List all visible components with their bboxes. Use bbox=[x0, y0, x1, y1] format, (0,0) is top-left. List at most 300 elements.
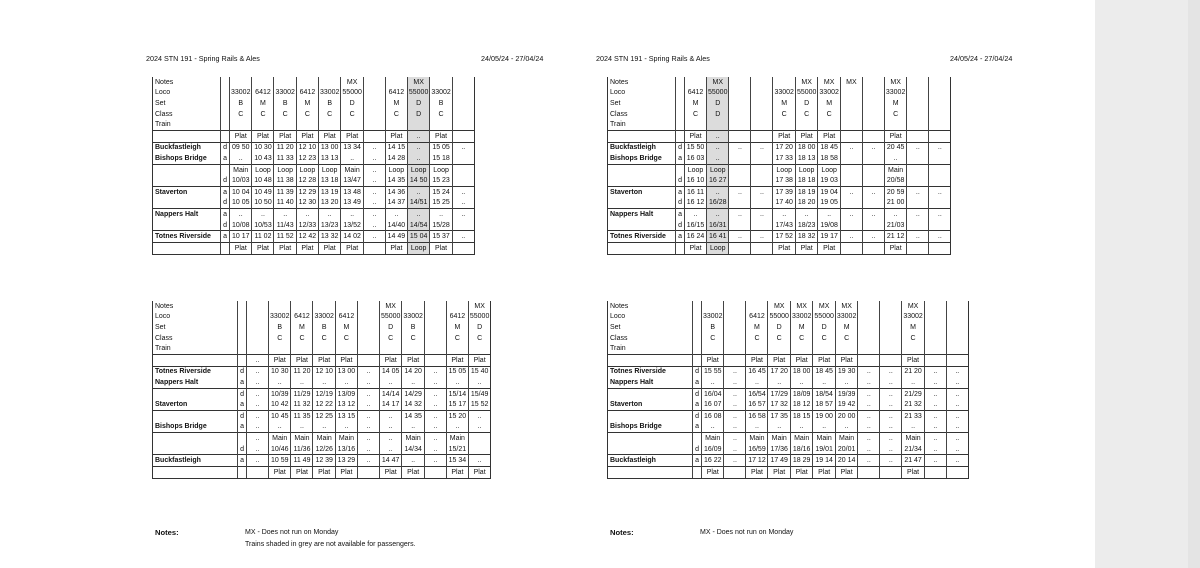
time-cell: 10/39 bbox=[269, 388, 291, 399]
time-cell bbox=[357, 333, 379, 344]
time-cell: .. bbox=[902, 377, 924, 388]
time-cell bbox=[724, 343, 746, 354]
time-cell: .. bbox=[924, 422, 946, 433]
time-cell bbox=[773, 77, 795, 88]
time-cell: 17/43 bbox=[773, 220, 795, 231]
time-cell: Plat bbox=[252, 130, 274, 142]
table-row bbox=[608, 455, 969, 467]
time-cell: Loop bbox=[430, 164, 452, 175]
time-cell: Plat bbox=[269, 466, 291, 478]
time-cell: 15 25 bbox=[430, 198, 452, 209]
time-cell: .. bbox=[729, 209, 751, 220]
time-cell: C bbox=[274, 109, 296, 120]
time-cell bbox=[452, 98, 474, 109]
time-cell bbox=[729, 220, 751, 231]
time-cell: Plat bbox=[296, 130, 318, 142]
time-cell: 17 39 bbox=[773, 186, 795, 197]
time-cell: M bbox=[291, 322, 313, 333]
time-cell: M bbox=[685, 98, 707, 109]
time-cell bbox=[724, 333, 746, 344]
time-cell bbox=[907, 153, 929, 164]
time-cell bbox=[929, 109, 951, 120]
time-cell: 33002 bbox=[275, 89, 295, 97]
time-cell: M bbox=[790, 322, 812, 333]
time-cell bbox=[924, 466, 946, 478]
time-cell: MX bbox=[813, 301, 835, 312]
time-cell bbox=[929, 164, 951, 175]
time-cell: 11/36 bbox=[291, 444, 313, 455]
time-cell bbox=[274, 77, 296, 88]
time-cell: 14 36 bbox=[385, 186, 407, 197]
time-cell: Plat bbox=[884, 130, 906, 142]
time-cell: Main bbox=[884, 164, 906, 175]
table-row bbox=[608, 343, 969, 354]
table-row bbox=[153, 153, 475, 164]
time-cell: 19 17 bbox=[818, 231, 840, 243]
time-cell bbox=[452, 220, 474, 231]
time-cell bbox=[929, 242, 951, 254]
time-cell bbox=[924, 354, 946, 366]
time-cell: 18 32 bbox=[795, 231, 817, 243]
table-row bbox=[153, 377, 491, 388]
time-cell bbox=[840, 242, 862, 254]
time-cell: .. bbox=[446, 422, 468, 433]
time-cell bbox=[751, 88, 773, 99]
time-cell: .. bbox=[751, 209, 773, 220]
time-cell: Main bbox=[402, 433, 424, 444]
arr-dep-marker bbox=[676, 242, 685, 254]
time-cell: D bbox=[379, 322, 401, 333]
time-cell bbox=[424, 301, 446, 312]
time-cell: 16 27 bbox=[707, 175, 729, 186]
table-row bbox=[153, 109, 475, 120]
time-cell: 15/49 bbox=[468, 388, 490, 399]
table-row bbox=[608, 186, 951, 197]
time-cell: Plat bbox=[468, 354, 490, 366]
time-cell bbox=[385, 77, 407, 88]
time-cell bbox=[247, 322, 269, 333]
time-cell bbox=[946, 333, 968, 344]
table-row bbox=[153, 333, 491, 344]
time-cell: .. bbox=[407, 209, 429, 220]
time-cell: Loop bbox=[407, 242, 429, 254]
time-cell: Plat bbox=[768, 466, 790, 478]
row-label: Class bbox=[608, 333, 693, 344]
time-cell: C bbox=[746, 333, 768, 344]
time-cell: Loop bbox=[318, 164, 340, 175]
table-row bbox=[153, 433, 491, 444]
time-cell bbox=[729, 242, 751, 254]
time-cell: 17/36 bbox=[768, 444, 790, 455]
time-cell: Loop bbox=[407, 164, 429, 175]
time-cell bbox=[424, 466, 446, 478]
time-cell: .. bbox=[247, 422, 269, 433]
time-cell: 10/46 bbox=[269, 444, 291, 455]
row-label: Buckfastleigh bbox=[608, 455, 693, 467]
time-cell: 33002 bbox=[791, 313, 812, 321]
arr-dep-marker bbox=[693, 322, 702, 333]
arr-dep-marker bbox=[238, 343, 247, 354]
time-cell: Plat bbox=[685, 130, 707, 142]
time-cell: 17 52 bbox=[773, 231, 795, 243]
time-cell: .. bbox=[862, 142, 884, 153]
time-cell: 33002 bbox=[314, 313, 334, 321]
time-cell: 13 19 bbox=[318, 186, 340, 197]
time-cell: 13 32 bbox=[318, 231, 340, 243]
table-row bbox=[153, 322, 491, 333]
time-cell: 12 10 bbox=[313, 366, 335, 377]
time-cell bbox=[929, 77, 951, 88]
time-cell bbox=[247, 312, 269, 323]
time-cell: 21 33 bbox=[902, 410, 924, 421]
time-cell bbox=[946, 312, 968, 323]
time-cell: .. bbox=[862, 231, 884, 243]
time-cell bbox=[751, 220, 773, 231]
row-label bbox=[608, 242, 676, 254]
time-cell: 17 32 bbox=[768, 399, 790, 410]
row-label: Staverton bbox=[153, 186, 221, 197]
time-cell: .. bbox=[424, 410, 446, 421]
time-cell: Plat bbox=[296, 242, 318, 254]
time-cell bbox=[357, 466, 379, 478]
row-label bbox=[608, 198, 676, 209]
row-label: Buckfastleigh bbox=[153, 455, 238, 467]
time-cell bbox=[790, 343, 812, 354]
time-cell: Plat bbox=[818, 242, 840, 254]
table-row bbox=[608, 433, 969, 444]
time-cell: .. bbox=[813, 422, 835, 433]
time-cell bbox=[363, 88, 385, 99]
time-cell: 13 49 bbox=[341, 198, 363, 209]
time-cell bbox=[880, 322, 902, 333]
time-cell: C bbox=[835, 333, 857, 344]
arr-dep-marker: a bbox=[238, 399, 247, 410]
time-cell bbox=[907, 77, 929, 88]
row-label: Train bbox=[608, 119, 676, 130]
time-cell: 15/21 bbox=[446, 444, 468, 455]
arr-dep-marker bbox=[238, 301, 247, 312]
time-cell: Plat bbox=[902, 466, 924, 478]
time-cell: C bbox=[296, 109, 318, 120]
time-cell: .. bbox=[880, 399, 902, 410]
time-cell: 18 45 bbox=[818, 142, 840, 153]
time-cell: .. bbox=[840, 186, 862, 197]
arr-dep-marker: a bbox=[238, 455, 247, 467]
time-cell: .. bbox=[773, 209, 795, 220]
time-cell: 21 00 bbox=[884, 198, 906, 209]
time-cell bbox=[751, 198, 773, 209]
time-cell: C bbox=[335, 333, 357, 344]
table-row bbox=[608, 198, 951, 209]
time-cell: MX bbox=[835, 301, 857, 312]
time-cell: Plat bbox=[835, 466, 857, 478]
time-cell: M bbox=[835, 322, 857, 333]
table-row bbox=[153, 98, 475, 109]
arr-dep-marker bbox=[676, 109, 685, 120]
time-cell bbox=[862, 198, 884, 209]
time-cell: .. bbox=[858, 444, 880, 455]
time-cell bbox=[729, 130, 751, 142]
arr-dep-marker: d bbox=[238, 388, 247, 399]
time-cell bbox=[452, 119, 474, 130]
time-cell: 10 30 bbox=[252, 142, 274, 153]
time-cell bbox=[729, 153, 751, 164]
arr-dep-marker: a bbox=[693, 377, 702, 388]
time-cell: 10 48 bbox=[252, 175, 274, 186]
time-cell: 14 02 bbox=[341, 231, 363, 243]
time-cell: 12 30 bbox=[296, 198, 318, 209]
time-cell bbox=[452, 175, 474, 186]
time-cell bbox=[840, 109, 862, 120]
time-cell bbox=[862, 164, 884, 175]
time-cell bbox=[430, 119, 452, 130]
time-cell: .. bbox=[468, 455, 490, 467]
time-cell bbox=[835, 343, 857, 354]
row-label: Class bbox=[153, 109, 221, 120]
time-cell bbox=[751, 77, 773, 88]
time-cell: .. bbox=[884, 153, 906, 164]
time-cell: .. bbox=[929, 142, 951, 153]
time-cell: 10 17 bbox=[230, 231, 252, 243]
time-cell bbox=[724, 466, 746, 478]
time-cell: 55000 bbox=[408, 89, 429, 97]
time-cell: .. bbox=[729, 142, 751, 153]
time-cell: Plat bbox=[385, 130, 407, 142]
time-cell bbox=[318, 77, 340, 88]
row-label bbox=[153, 433, 238, 444]
table-row bbox=[608, 153, 951, 164]
time-cell: Main bbox=[902, 433, 924, 444]
time-cell: Loop bbox=[773, 164, 795, 175]
time-cell: .. bbox=[379, 422, 401, 433]
time-cell: Plat bbox=[768, 354, 790, 366]
time-cell: 33002 bbox=[319, 89, 340, 97]
page-scrollbar[interactable] bbox=[1188, 0, 1200, 568]
time-cell bbox=[424, 322, 446, 333]
time-cell: .. bbox=[835, 377, 857, 388]
time-cell bbox=[729, 88, 751, 99]
table-row bbox=[153, 198, 475, 209]
time-cell bbox=[452, 164, 474, 175]
table-row bbox=[153, 444, 491, 455]
time-cell: .. bbox=[247, 410, 269, 421]
time-cell bbox=[862, 153, 884, 164]
time-cell: 10 49 bbox=[252, 186, 274, 197]
time-cell bbox=[357, 301, 379, 312]
arr-dep-marker: d bbox=[221, 142, 230, 153]
time-cell: C bbox=[402, 333, 424, 344]
row-label bbox=[608, 444, 693, 455]
time-cell: M bbox=[335, 322, 357, 333]
time-cell bbox=[907, 220, 929, 231]
time-cell: .. bbox=[379, 377, 401, 388]
table-row bbox=[153, 209, 475, 220]
time-cell: 10 59 bbox=[269, 455, 291, 467]
time-cell bbox=[862, 119, 884, 130]
time-cell: 33002 bbox=[903, 313, 923, 321]
time-cell bbox=[729, 198, 751, 209]
time-cell: 14/29 bbox=[402, 388, 424, 399]
row-label bbox=[153, 242, 221, 254]
time-cell: 20 59 bbox=[884, 186, 906, 197]
time-cell: C bbox=[230, 109, 252, 120]
time-cell: 13 12 bbox=[335, 399, 357, 410]
time-cell bbox=[907, 198, 929, 209]
time-cell: .. bbox=[751, 231, 773, 243]
time-cell: .. bbox=[924, 410, 946, 421]
time-cell: Loop bbox=[818, 164, 840, 175]
time-cell bbox=[296, 77, 318, 88]
row-label: Buckfastleigh bbox=[153, 142, 221, 153]
time-cell bbox=[858, 322, 880, 333]
time-cell: .. bbox=[924, 455, 946, 467]
time-cell: Plat bbox=[291, 354, 313, 366]
time-cell: 6412 bbox=[296, 88, 318, 99]
table-row bbox=[153, 231, 475, 243]
table-row bbox=[153, 312, 491, 323]
time-cell: .. bbox=[880, 388, 902, 399]
time-cell: 09 50 bbox=[230, 142, 252, 153]
time-cell bbox=[313, 301, 335, 312]
time-cell: .. bbox=[452, 186, 474, 197]
arr-dep-marker bbox=[221, 164, 230, 175]
time-cell: 17 20 bbox=[773, 142, 795, 153]
time-cell bbox=[379, 343, 401, 354]
time-cell: B bbox=[430, 98, 452, 109]
time-cell bbox=[446, 343, 468, 354]
time-cell bbox=[862, 98, 884, 109]
time-cell: .. bbox=[724, 422, 746, 433]
time-cell: .. bbox=[707, 209, 729, 220]
time-cell bbox=[924, 312, 946, 323]
time-cell: 33002 bbox=[403, 313, 423, 321]
timetable-down-left bbox=[152, 301, 491, 479]
time-cell: Main bbox=[291, 433, 313, 444]
time-cell: .. bbox=[768, 377, 790, 388]
time-cell: .. bbox=[707, 186, 729, 197]
time-cell: Loop bbox=[707, 242, 729, 254]
time-cell bbox=[907, 130, 929, 142]
time-cell: Plat bbox=[773, 242, 795, 254]
arr-dep-marker bbox=[238, 466, 247, 478]
time-cell: .. bbox=[363, 164, 385, 175]
time-cell: Plat bbox=[274, 242, 296, 254]
row-label bbox=[608, 164, 676, 175]
time-cell bbox=[946, 301, 968, 312]
time-cell bbox=[858, 343, 880, 354]
time-cell: C bbox=[318, 109, 340, 120]
time-cell: B bbox=[702, 322, 724, 333]
time-cell: .. bbox=[335, 377, 357, 388]
time-cell: 20 45 bbox=[884, 142, 906, 153]
time-cell: .. bbox=[858, 388, 880, 399]
time-cell: 17 38 bbox=[773, 175, 795, 186]
time-cell: Plat bbox=[379, 466, 401, 478]
time-cell bbox=[768, 343, 790, 354]
time-cell: .. bbox=[230, 153, 252, 164]
time-cell: C bbox=[813, 333, 835, 344]
row-label bbox=[153, 444, 238, 455]
time-cell: MX bbox=[902, 301, 924, 312]
time-cell bbox=[840, 220, 862, 231]
time-cell: D bbox=[407, 109, 429, 120]
row-label: Staverton bbox=[153, 399, 238, 410]
time-cell bbox=[452, 77, 474, 88]
time-cell: .. bbox=[424, 433, 446, 444]
time-cell: 13 13 bbox=[318, 153, 340, 164]
table-row bbox=[608, 422, 969, 433]
time-cell bbox=[858, 354, 880, 366]
time-cell bbox=[880, 354, 902, 366]
time-cell bbox=[880, 333, 902, 344]
time-cell: .. bbox=[468, 422, 490, 433]
time-cell: Plat bbox=[702, 354, 724, 366]
time-cell bbox=[247, 466, 269, 478]
time-cell: D bbox=[813, 322, 835, 333]
time-cell: Main bbox=[813, 433, 835, 444]
time-cell: 33002 bbox=[836, 313, 857, 321]
time-cell: .. bbox=[768, 422, 790, 433]
time-cell: 18 20 bbox=[795, 198, 817, 209]
table-row bbox=[608, 399, 969, 410]
time-cell: .. bbox=[724, 366, 746, 377]
arr-dep-marker bbox=[693, 343, 702, 354]
time-cell: 13/09 bbox=[335, 388, 357, 399]
time-cell bbox=[946, 343, 968, 354]
time-cell: Main bbox=[269, 433, 291, 444]
time-cell: Plat bbox=[795, 130, 817, 142]
time-cell: Plat bbox=[746, 466, 768, 478]
time-cell: Plat bbox=[252, 242, 274, 254]
time-cell: MX bbox=[707, 77, 729, 88]
time-cell bbox=[729, 98, 751, 109]
time-cell: M bbox=[773, 98, 795, 109]
time-cell: .. bbox=[379, 444, 401, 455]
time-cell: C bbox=[795, 109, 817, 120]
time-cell: .. bbox=[357, 422, 379, 433]
row-label: Bishops Bridge bbox=[608, 153, 676, 164]
arr-dep-marker: d bbox=[693, 444, 702, 455]
time-cell bbox=[318, 119, 340, 130]
time-cell: 10 50 bbox=[252, 198, 274, 209]
time-cell: B bbox=[269, 322, 291, 333]
time-cell: .. bbox=[313, 422, 335, 433]
arr-dep-marker bbox=[221, 77, 230, 88]
time-cell: 10 30 bbox=[269, 366, 291, 377]
time-cell: .. bbox=[402, 455, 424, 467]
time-cell: C bbox=[291, 333, 313, 344]
time-cell bbox=[702, 343, 724, 354]
row-label: Nappers Halt bbox=[153, 377, 238, 388]
time-cell: 21 32 bbox=[902, 399, 924, 410]
time-cell: .. bbox=[946, 388, 968, 399]
time-cell bbox=[707, 119, 729, 130]
arr-dep-marker bbox=[693, 354, 702, 366]
time-cell bbox=[252, 77, 274, 88]
time-cell: M bbox=[746, 322, 768, 333]
table-row bbox=[608, 312, 969, 323]
row-label: Train bbox=[608, 343, 693, 354]
row-label: Class bbox=[608, 109, 676, 120]
table-row bbox=[153, 399, 491, 410]
arr-dep-marker: a bbox=[693, 399, 702, 410]
arr-dep-marker: d bbox=[221, 175, 230, 186]
time-cell: MX bbox=[379, 301, 401, 312]
time-cell: 15 40 bbox=[468, 366, 490, 377]
time-cell: .. bbox=[230, 209, 252, 220]
time-cell bbox=[751, 242, 773, 254]
table-row bbox=[608, 98, 951, 109]
